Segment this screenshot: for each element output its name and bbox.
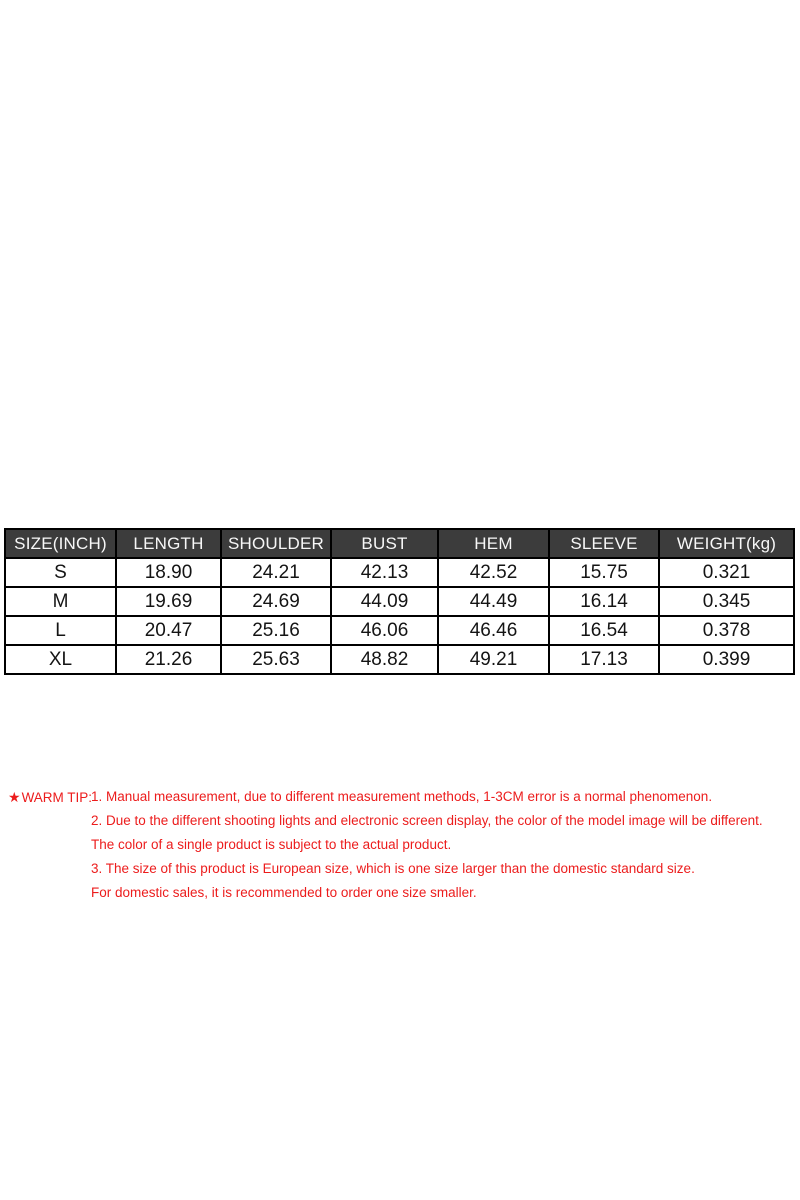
measurement-cell: 18.90 (116, 558, 221, 587)
table-row (5, 645, 794, 674)
warm-tip-label-text: WARM TIP: (21, 790, 93, 805)
measurement-cell: 46.46 (438, 616, 549, 645)
measurement-cell: 17.13 (549, 645, 659, 674)
column-header-shoulder: SHOULDER (221, 529, 331, 558)
measurement-cell: 15.75 (549, 558, 659, 587)
measurement-cell: 21.26 (116, 645, 221, 674)
table-row (5, 616, 794, 645)
measurement-cell: 42.52 (438, 558, 549, 587)
header-row (5, 529, 794, 558)
size-label-cell: XL (5, 645, 116, 674)
warm-tip-line: 1. Manual measurement, due to different measurement methods, 1-3CM error is a normal phenomenon. (91, 789, 713, 804)
column-header-length: LENGTH (116, 529, 221, 558)
warm-tip-line: The color of a single product is subject to the actual product. (91, 837, 452, 852)
star-icon: ★ (8, 789, 21, 805)
measurement-cell: 0.378 (659, 616, 794, 645)
measurement-cell: 49.21 (438, 645, 549, 674)
measurement-cell: 20.47 (116, 616, 221, 645)
warm-tip-label (8, 785, 92, 810)
warm-tip-line: For domestic sales, it is recommended to order one size smaller. (91, 885, 477, 900)
measurement-cell: 25.16 (221, 616, 331, 645)
table-row (5, 587, 794, 616)
size-label-cell: L (5, 616, 116, 645)
column-header-hem: HEM (438, 529, 549, 558)
size-table-body (5, 558, 794, 674)
measurement-cell: 46.06 (331, 616, 438, 645)
size-table-header (5, 529, 794, 558)
column-header-bust: BUST (331, 529, 438, 558)
size-label-cell: S (5, 558, 116, 587)
warm-tip-line: 2. Due to the different shooting lights and electronic screen display, the color of the model image will be different. (91, 813, 763, 828)
measurement-cell: 48.82 (331, 645, 438, 674)
measurement-cell: 19.69 (116, 587, 221, 616)
size-label-cell: M (5, 587, 116, 616)
measurement-cell: 0.321 (659, 558, 794, 587)
column-header-weight: WEIGHT(kg) (659, 529, 794, 558)
column-header-size: SIZE(INCH) (5, 529, 116, 558)
size-table (4, 528, 795, 675)
measurement-cell: 44.09 (331, 587, 438, 616)
measurement-cell: 44.49 (438, 587, 549, 616)
measurement-cell: 16.14 (549, 587, 659, 616)
measurement-cell: 0.345 (659, 587, 794, 616)
column-header-sleeve: SLEEVE (549, 529, 659, 558)
warm-tip-line: 3. The size of this product is European size, which is one size larger than the domestic standard size. (91, 861, 695, 876)
measurement-cell: 24.69 (221, 587, 331, 616)
measurement-cell: 16.54 (549, 616, 659, 645)
table-row (5, 558, 794, 587)
measurement-cell: 24.21 (221, 558, 331, 587)
warm-tip-lines (91, 785, 796, 905)
measurement-cell: 42.13 (331, 558, 438, 587)
measurement-cell: 25.63 (221, 645, 331, 674)
measurement-cell: 0.399 (659, 645, 794, 674)
